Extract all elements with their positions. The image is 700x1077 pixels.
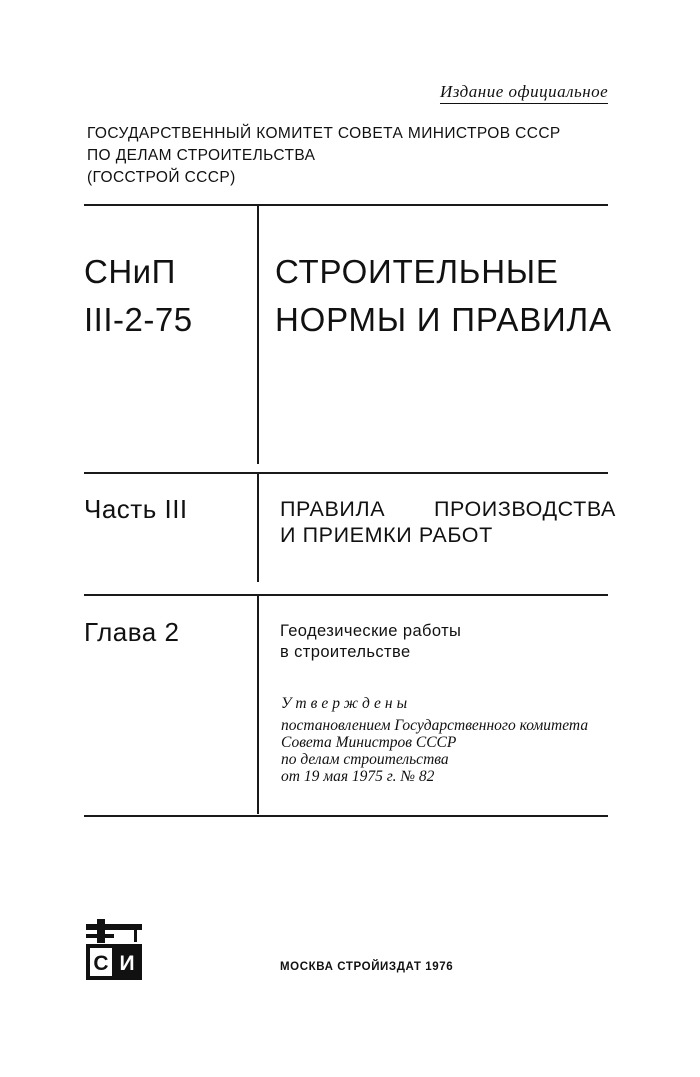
chapter-title (280, 621, 461, 663)
edition-label: Издание официальное (440, 82, 608, 104)
approval-note (281, 695, 588, 785)
approval-line-3: по делам строительства (281, 751, 449, 768)
document-title (275, 248, 612, 344)
approval-line-2: Совета Министров СССР (281, 734, 457, 751)
part-title-word-1: ПРАВИЛА (280, 497, 386, 521)
issuing-committee (87, 123, 561, 189)
column-divider-3 (257, 596, 259, 814)
code-line-1: СНиП (84, 253, 176, 290)
title-line-2: НОРМЫ И ПРАВИЛА (275, 301, 612, 338)
title-line-1: СТРОИТЕЛЬНЫЕ (275, 253, 559, 290)
chapter-title-line-1: Геодезические работы (280, 622, 462, 640)
logo-letter-1: С (93, 952, 109, 975)
logo-graphic (84, 914, 144, 984)
code-line-2: III-2-75 (84, 301, 193, 338)
chapter-label: Глава 2 (84, 617, 180, 647)
document-code (84, 248, 193, 344)
column-divider-2 (257, 474, 259, 582)
approval-line-1: постановлением Государственного комитета (281, 717, 589, 734)
divider-top (84, 204, 608, 206)
divider-chapter (84, 594, 608, 596)
committee-line-1: ГОСУДАРСТВЕННЫЙ КОМИТЕТ СОВЕТА МИНИСТРОВ СССР (87, 125, 561, 142)
approval-line-4: от 19 мая 1975 г. № 82 (281, 768, 435, 785)
divider-bottom (84, 815, 608, 817)
column-divider-1 (257, 206, 259, 464)
committee-line-2: ПО ДЕЛАМ СТРОИТЕЛЬСТВА (87, 147, 316, 164)
part-label: Часть III (84, 494, 188, 524)
publisher-imprint: МОСКВА СТРОЙИЗДАТ 1976 (280, 961, 454, 973)
committee-line-3: (ГОССТРОЙ СССР) (87, 169, 236, 186)
approval-heading: Утверждены (281, 695, 412, 712)
logo-letter-2: И (119, 952, 135, 975)
divider-part (84, 472, 608, 474)
part-title (280, 496, 616, 548)
chapter-title-line-2: в строительстве (280, 643, 411, 661)
stroyizdat-crane-logo-icon (84, 914, 144, 984)
part-title-line-2: И ПРИЕМКИ РАБОТ (280, 523, 493, 547)
part-title-word-2: ПРОИЗВОДСТВА (433, 497, 616, 521)
